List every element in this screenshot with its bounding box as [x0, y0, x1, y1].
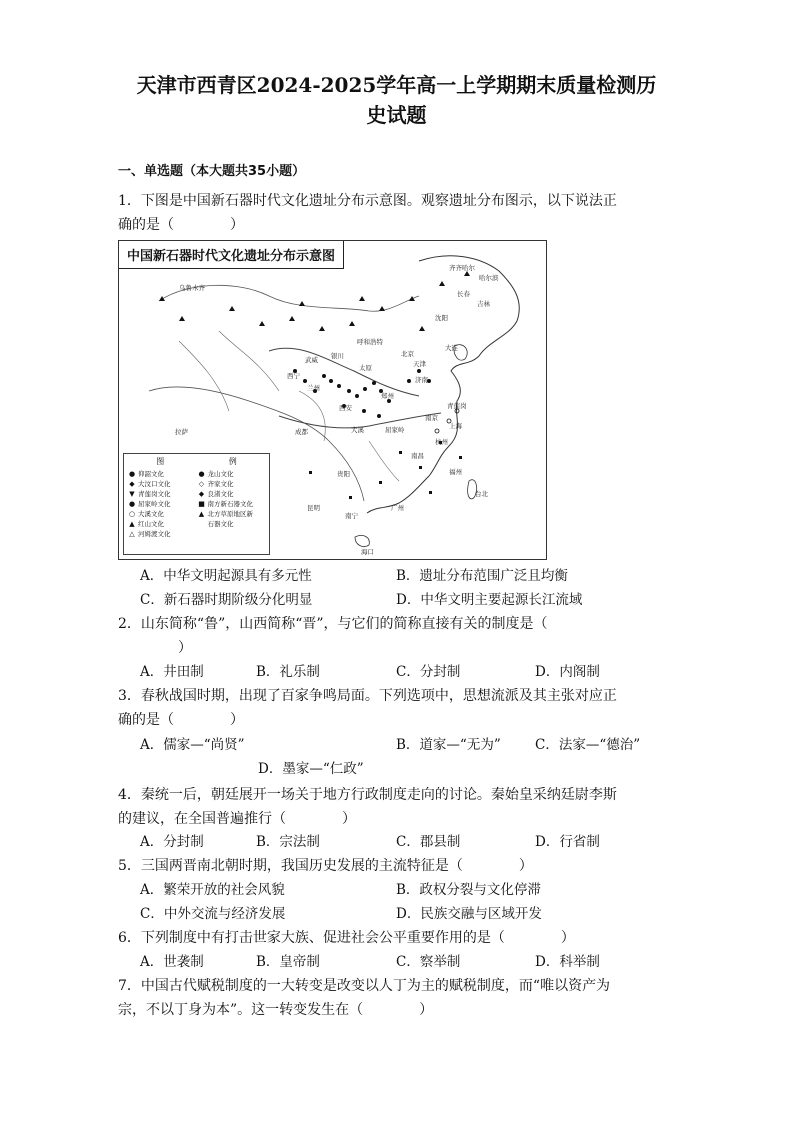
option-b[interactable]: B．宗法制 [256, 834, 320, 850]
question-5 [118, 854, 663, 878]
option-a[interactable]: A．繁荣开放的社会风貌 [140, 882, 285, 898]
question-stem-cont: ） [178, 640, 192, 656]
legend-item [198, 489, 266, 498]
question-stem: 7．中国古代赋税制度的一大转变是改变以人丁为主的赋税制度，而“唯以资产为 [118, 978, 611, 994]
option-d[interactable]: D．内阁制 [535, 664, 600, 680]
option-d[interactable]: D．墨家—“仁政” [258, 761, 364, 777]
legend-label: 红山文化 [138, 520, 164, 528]
place-label: 昆明 [307, 504, 320, 512]
question-stem-cont: 宗，不以丁身为本”。这一转变发生在（ ） [118, 1002, 434, 1018]
legend-item [128, 479, 196, 488]
legend-item [128, 529, 196, 538]
legend-item [198, 519, 266, 528]
legend-label: 大溪文化 [138, 510, 164, 518]
place-label: 沈阳 [435, 314, 448, 322]
option-b[interactable]: B．遗址分布范围广泛且均衡 [396, 568, 568, 584]
place-label: 武威 [305, 356, 318, 364]
question-3 [118, 684, 663, 732]
legend-symbol-icon: ● [198, 469, 205, 478]
legend-symbol-icon: △ [129, 529, 135, 538]
legend-item [198, 479, 266, 488]
place-label: 郑州 [381, 392, 394, 400]
option-b[interactable]: B．政权分裂与文化停滞 [396, 882, 541, 898]
place-label: 海口 [361, 548, 374, 556]
map-legend [123, 453, 270, 555]
place-label: 南昌 [411, 452, 424, 460]
place-label: 兰州 [307, 384, 320, 392]
title-line-1: 天津市西青区2024-2025学年高一上学期期末质量检测历 [136, 73, 657, 97]
legend-symbol-icon: ○ [128, 509, 136, 518]
option-c[interactable]: C．新石器时期阶级分化明显 [140, 592, 313, 608]
place-label: 屈家岭 [385, 426, 405, 434]
option-c[interactable]: C．察举制 [396, 954, 461, 970]
place-label: 济南 [415, 376, 428, 384]
place-label: 福州 [449, 468, 462, 476]
place-label: 呼和浩特 [357, 338, 383, 346]
question-stem-cont: 确的是（ ） [118, 712, 244, 728]
place-label: 拉萨 [175, 428, 188, 436]
legend-item [128, 499, 196, 508]
legend-label: 仰韶文化 [138, 470, 164, 478]
legend-label: 河姆渡文化 [138, 530, 171, 538]
legend-item [198, 509, 266, 518]
legend-item [198, 499, 266, 508]
legend-label: 良渚文化 [207, 490, 234, 498]
legend-item [128, 489, 196, 498]
document-title [100, 70, 693, 130]
option-a[interactable]: A．儒家—“尚贤” [140, 737, 245, 753]
place-label: 吉林 [477, 300, 490, 308]
place-label: 南宁 [345, 512, 358, 520]
option-b[interactable]: B．道家—“无为” [396, 737, 501, 753]
map-title: 中国新石器时代文化遗址分布示意图 [119, 241, 344, 269]
question-stem: 2．山东简称“鲁”，山西简称“晋”，与它们的简称直接有关的制度是（ [118, 616, 548, 632]
place-label: 广州 [391, 504, 404, 512]
legend-item [128, 519, 196, 528]
question-stem: 4．秦统一后，朝廷展开一场关于地方行政制度走向的讨论。秦始皇采纳廷尉李斯 [118, 787, 617, 803]
option-b[interactable]: B．皇帝制 [256, 954, 320, 970]
legend-item [198, 469, 266, 478]
legend-label: 北方草原地区新 [207, 510, 253, 518]
place-label: 青莲岗 [447, 402, 467, 410]
legend-symbol-icon: ● [128, 469, 136, 478]
place-label: 上海 [449, 422, 462, 430]
legend-symbol-icon: ◆ [198, 489, 205, 498]
place-label: 天津 [413, 360, 426, 368]
question-4 [118, 783, 663, 831]
place-label: 南京 [425, 414, 438, 422]
place-label: 大连 [445, 344, 458, 352]
legend-title: 图 [156, 457, 165, 466]
question-1 [118, 189, 663, 237]
legend-symbol-icon: ◇ [198, 479, 205, 488]
option-a[interactable]: A．世袭制 [140, 954, 204, 970]
option-a[interactable]: A．井田制 [140, 664, 204, 680]
legend-label: 青莲岗文化 [138, 490, 171, 498]
question-stem-cont: 确的是（ ） [118, 217, 244, 233]
question-6 [118, 926, 663, 950]
place-label: 银川 [331, 352, 344, 360]
question-stem: 6．下列制度中有打击世家大族、促进社会公平重要作用的是（ ） [118, 930, 575, 946]
legend-title: 例 [228, 457, 237, 466]
legend-label: 龙山文化 [207, 470, 234, 478]
option-c[interactable]: C．中外交流与经济发展 [140, 906, 286, 922]
option-a[interactable]: A．中华文明起源具有多元性 [140, 568, 312, 584]
option-d[interactable]: D．科举制 [535, 954, 600, 970]
place-label: 成都 [295, 428, 308, 436]
question-stem: 1．下图是中国新石器时代文化遗址分布示意图。观察遗址分布图示，以下说法正 [118, 193, 617, 209]
question-stem: 3．春秋战国时期，出现了百家争鸣局面。下列选项中，思想流派及其主张对应正 [118, 688, 617, 704]
question-2 [118, 612, 663, 660]
neolithic-sites-map [118, 240, 547, 560]
legend-symbol-icon: ■ [198, 499, 205, 508]
place-label: 西宁 [287, 372, 300, 380]
legend-label: 南方新石器文化 [207, 500, 253, 508]
legend-item [128, 469, 196, 478]
option-c[interactable]: C．郡县制 [396, 834, 461, 850]
place-label: 哈尔滨 [479, 274, 499, 282]
place-label: 太原 [359, 364, 372, 372]
place-label: 长春 [457, 290, 470, 298]
option-b[interactable]: B．礼乐制 [256, 664, 320, 680]
place-label: 西安 [339, 404, 352, 412]
legend-item [198, 529, 266, 538]
legend-symbol-icon: ▼ [129, 489, 135, 498]
legend-symbol-icon: ● [128, 499, 136, 508]
place-label: 台北 [475, 490, 488, 498]
option-c[interactable]: C．分封制 [396, 664, 461, 680]
section-heading: 一、单选题（本大题共35小题） [118, 164, 306, 179]
legend-symbol-icon: ▲ [198, 509, 205, 518]
legend-label: 齐家文化 [207, 480, 234, 488]
question-stem: 5．三国两晋南北朝时期，我国历史发展的主流特征是（ ） [118, 858, 533, 874]
title-line-2: 史试题 [366, 103, 427, 127]
question-7 [118, 974, 663, 1022]
legend-item [128, 509, 196, 518]
question-stem-cont: 的建议，在全国普遍推行（ ） [118, 811, 356, 827]
place-label: 乌鲁木齐 [179, 284, 205, 292]
option-d[interactable]: D．行省制 [535, 834, 600, 850]
option-a[interactable]: A．分封制 [140, 834, 204, 850]
place-label: 北京 [401, 350, 414, 358]
place-label: 贵阳 [337, 470, 350, 478]
place-label: 杭州 [435, 438, 448, 446]
option-c[interactable]: C．法家—“德治” [535, 737, 641, 753]
legend-symbol-icon: ▲ [129, 519, 135, 528]
legend-symbol-icon: ◆ [129, 479, 135, 488]
place-label: 大溪 [351, 426, 364, 434]
legend-label: 石器文化 [207, 520, 234, 528]
legend-label: 大汶口文化 [138, 480, 171, 488]
legend-label: 屈家岭文化 [138, 500, 171, 508]
place-label: 齐齐哈尔 [449, 264, 475, 272]
option-d[interactable]: D．民族交融与区域开发 [396, 906, 542, 922]
option-d[interactable]: D．中华文明主要起源长江流域 [396, 592, 583, 608]
